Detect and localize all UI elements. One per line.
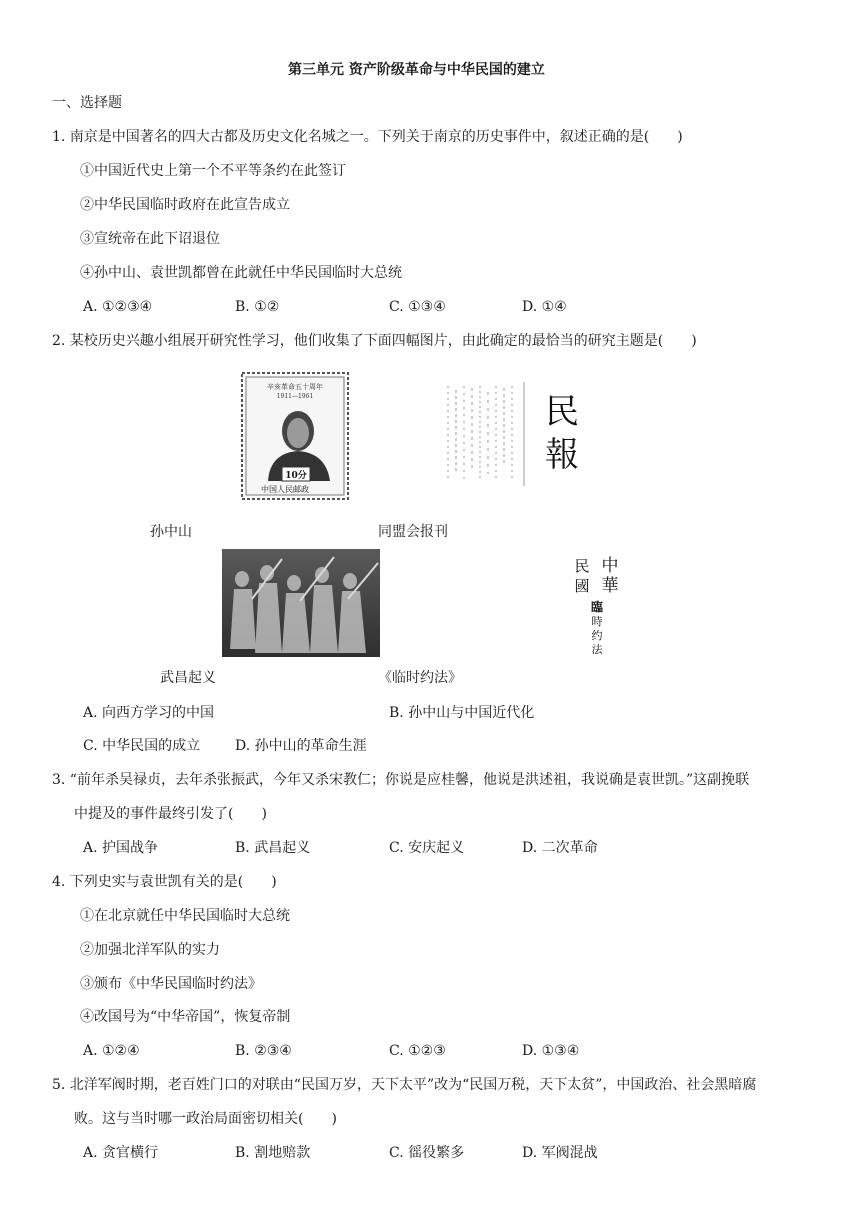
newspaper-title-char-1: 民 (545, 392, 579, 432)
q1-option-d[interactable]: D. ①④ (522, 299, 567, 315)
q5-option-b[interactable]: B. 割地赔款 (235, 1145, 311, 1161)
newspaper-title-char-2: 報 (545, 435, 579, 475)
q4-option-a[interactable]: A. ①②④ (83, 1043, 140, 1059)
q2-option-a[interactable]: A. 向西方学习的中国 (83, 705, 215, 721)
wuchang-uprising-image (222, 549, 380, 657)
law-char-zhong: 中 (601, 556, 619, 576)
q2-caption-1: 孙中山 (150, 524, 192, 540)
min-bao-newspaper-image (440, 378, 600, 493)
law-char-fa: 法 (591, 643, 603, 656)
stamp-year-text: 1911—1961 (276, 393, 314, 400)
q1-item-1: ①中国近代史上第一个不平等条约在此签订 (80, 163, 346, 179)
q3-option-c[interactable]: C. 安庆起义 (389, 840, 465, 856)
q2-stem: 2. 某校历史兴趣小组展开研究性学习，他们收集了下面四幅图片，由此确定的最恰当的研究主题是( ) (52, 333, 697, 349)
provisional-constitution-image (568, 549, 626, 659)
stamp-country-text: 中国人民邮政 (261, 485, 309, 494)
q2-caption-2: 同盟会报刊 (378, 524, 448, 540)
q3-option-a[interactable]: A. 护国战争 (83, 840, 159, 856)
law-char-min: 民 (574, 557, 590, 575)
q4-option-d[interactable]: D. ①③④ (522, 1043, 580, 1059)
q4-item-1: ①在北京就任中华民国临时大总统 (80, 908, 290, 924)
q5-option-c[interactable]: C. 徭役繁多 (389, 1145, 465, 1161)
section-heading: 一、选择题 (52, 95, 122, 111)
law-char-guo: 國 (574, 577, 590, 595)
q2-caption-4: 《临时约法》 (378, 670, 462, 686)
q1-item-3: ③宣统帝在此下诏退位 (80, 231, 220, 247)
page-title: 第三单元 资产阶级革命与中华民国的建立 (288, 62, 545, 78)
q4-option-b[interactable]: B. ②③④ (235, 1043, 292, 1059)
q3-stem-line-1: 3. “前年杀吴禄贞，去年杀张振武，今年又杀宋教仁；你说是应桂馨，他说是洪述祖，我说确是袁世凯。”这副挽联 (52, 772, 750, 788)
q4-option-c[interactable]: C. ①②③ (389, 1043, 446, 1059)
q1-option-b[interactable]: B. ①② (235, 299, 280, 315)
q5-stem-line-1: 5. 北洋军阀时期，老百姓门口的对联由“民国万岁，天下太平”改为“民国万税，天下太贫”，中国政治、社会黑暗腐 (52, 1077, 757, 1093)
q1-item-4: ④孙中山、袁世凯都曾在此就任中华民国临时大总统 (80, 265, 402, 281)
q2-caption-3: 武昌起义 (160, 670, 216, 686)
q1-option-a[interactable]: A. ①②③④ (83, 299, 153, 315)
law-char-yue: 约 (591, 629, 603, 642)
q3-option-d[interactable]: D. 二次革命 (522, 840, 598, 856)
q2-option-b[interactable]: B. 孙中山与中国近代化 (389, 705, 535, 721)
q5-stem-line-2: 败。这与当时哪一政治局面密切相关( ) (74, 1111, 337, 1127)
stamp-top-text: 辛亥革命五十周年 (267, 383, 323, 391)
q4-item-3: ③颁布《中华民国临时约法》 (80, 976, 262, 992)
stamp-value-text: 10分 (285, 471, 307, 481)
q3-stem-line-2: 中提及的事件最终引发了( ) (74, 806, 267, 822)
q4-item-2: ②加强北洋军队的实力 (80, 942, 220, 958)
sun-yatsen-stamp-image (240, 371, 350, 501)
q5-option-a[interactable]: A. 贪官横行 (83, 1145, 159, 1161)
q1-stem: 1. 南京是中国著名的四大古都及历史文化名城之一。下列关于南京的历史事件中，叙述正确的是( ) (52, 129, 683, 145)
law-char-lin: 臨 (590, 600, 604, 614)
q4-item-4: ④改国号为“中华帝国”，恢复帝制 (80, 1009, 291, 1025)
q1-item-2: ②中华民国临时政府在此宣告成立 (80, 197, 290, 213)
q4-stem: 4. 下列史实与袁世凯有关的是( ) (52, 874, 277, 890)
q3-option-b[interactable]: B. 武昌起义 (235, 840, 311, 856)
law-char-shi: 時 (591, 615, 603, 628)
q5-option-d[interactable]: D. 军阀混战 (522, 1145, 598, 1161)
q2-option-c[interactable]: C. 中华民国的成立 (83, 738, 201, 754)
law-char-hua: 華 (601, 576, 619, 596)
q1-option-c[interactable]: C. ①③④ (389, 299, 446, 315)
q2-option-d[interactable]: D. 孙中山的革命生涯 (235, 738, 367, 754)
